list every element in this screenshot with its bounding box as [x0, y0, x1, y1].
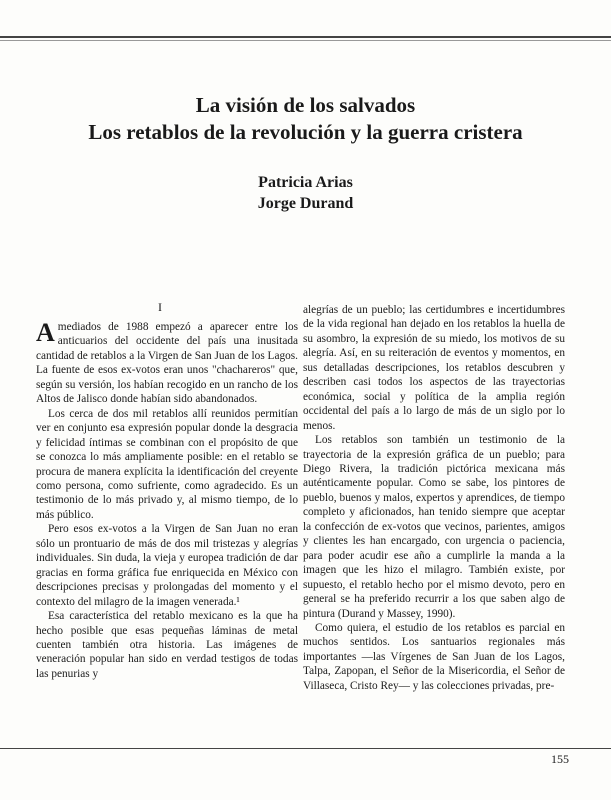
page-number: 155 — [551, 752, 569, 766]
paragraph: Como quiera, el estudio de los retablos es parcial en muchos sentidos. Los santuarios regionales más importantes —las Vírgenes de San Juan de los Lagos, Talpa, Zapopan, el Señor de la Misericordia, el Señor de Villaseca, Cristo Rey— y las colecciones privadas, pre- — [303, 621, 565, 692]
authors — [0, 172, 611, 214]
paragraph: alegrías de un pueblo; las certidumbres e incertidumbres de la vida regional han dejado en los retablos la huella de su asombro, la expresión de su miedo, los motivos de su alegría. Así, en su reiteración de eventos y momentos, en sus detalladas descripciones, los retablos descubren y describen casi todos los aspectos de las trayectorias económica, social y política de la amplia región occidental del país a lo largo de más de un siglo por lo menos. — [303, 304, 565, 432]
author-1: Patricia Arias — [258, 174, 353, 191]
drop-cap: A — [36, 318, 55, 347]
paragraph: Esa característica del retablo mexicano es la que ha hecho posible que esas pequeñas láminas de metal cuenten también otra historia. Las imágenes de veneración popular han sido en verdad testigos de todas las penurias y — [36, 610, 298, 680]
title-block — [0, 92, 611, 146]
top-rule — [0, 36, 611, 38]
paragraph: Pero esos ex-votos a la Virgen de San Juan no eran sólo un prontuario de más de dos mil tristezas y alegrías individuales. Sin duda, la vieja y europea tradición de dar gracias en forma gráfica fue enriquecida en México con descripciones precisas y prolongadas del momento y el contexto del milagro de la imagen venerada.¹ — [36, 523, 298, 608]
left-column — [36, 320, 298, 681]
paragraph: Los cerca de dos mil retablos allí reunidos permitían ver en conjunto esa expresión popular donde la desgracia y felicidad íntimas se combinan con el propósito de que se conozca lo más ampliamente posible: en el retablo se procura de manera explícita la identificación del creyente como persona, como sufriente, como agradecido. Es un testimonio de lo más privado y, al mismo tiempo, de lo más público. — [36, 407, 298, 521]
article-subtitle: Los retablos de la revolución y la guerra cristera — [88, 120, 523, 144]
article-title: La visión de los salvados — [195, 93, 416, 117]
bottom-rule — [0, 748, 611, 749]
author-2: Jorge Durand — [257, 195, 354, 212]
right-column — [303, 303, 565, 693]
top-rule-thin — [0, 40, 611, 41]
paragraph: Los retablos son también un testimonio de la trayectoria de la expresión gráfica de un pueblo; para Diego Rivera, la tradición pictórica mexicana más auténticamente popular. Como se sabe, los pintores de pueblo, buenos y malos, expertos y aprendices, de tiempo completo y aficionados, han tenido siempre que aceptar la confección de ex-votos que vecinos, parientes, amigos y clientes les han encargado, con urgencia o paciencia, para poder acudir ese año a cumplirle la manda a la imagen que les hizo el milagro. También existe, por supuesto, el retablo hecho por el mismo devoto, pero en general se ha preferido recurrir a los que saben algo de pintura (Durand y Massey, 1990). — [303, 434, 565, 620]
section-number: I — [158, 300, 162, 314]
paragraph: A mediados de 1988 empezó a aparecer entre los anticuarios del occidente del país una inusitada cantidad de retablos a la Virgen de San Juan de los Lagos. La fuente de esos ex-votos eran unos "chachareros" que, según su versión, los habían recogido en un rancho de los Altos de Jalisco donde habían sido abandonados. — [36, 318, 298, 406]
